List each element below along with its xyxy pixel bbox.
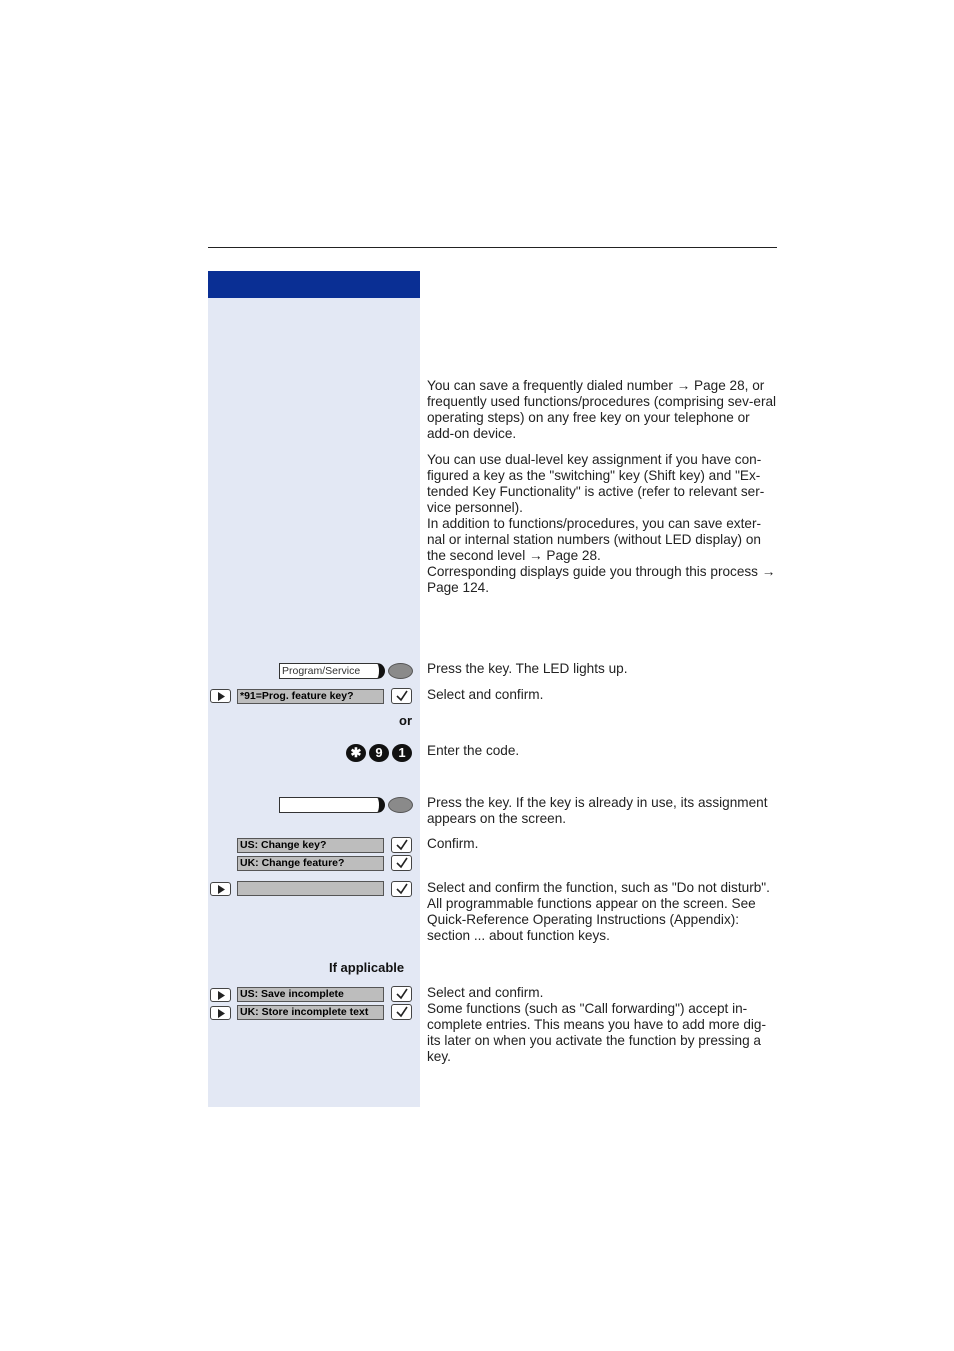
confirm-check-icon[interactable] [391, 837, 412, 853]
scroll-arrow-icon[interactable] [210, 988, 231, 1002]
function-display [237, 881, 384, 896]
scroll-arrow-icon[interactable] [210, 1006, 231, 1020]
confirm-text: Confirm. [427, 836, 479, 851]
us-change-key-display: US: Change key? [237, 838, 384, 853]
confirm-check-icon[interactable] [391, 986, 412, 1002]
prog-feature-display: *91=Prog. feature key? [237, 689, 384, 704]
us-save-incomplete-display: US: Save incomplete [237, 987, 384, 1002]
header-rule [208, 247, 777, 248]
save-text: Some functions (such as "Call forwarding") accept in-complete entries. This means you have to add more dig-its later on when you activate the function by pressing a key. [427, 1001, 767, 1064]
star-key-icon: ✱ [346, 744, 366, 762]
section-header-bar [208, 271, 420, 298]
enter-code-text: Enter the code. [427, 743, 520, 758]
intro-paragraph-3: In addition to functions/procedures, you can save exter-nal or internal station numbers (without LED display) on the second level → Page 28. [427, 516, 761, 563]
intro-block [427, 378, 779, 596]
scroll-arrow-icon[interactable] [210, 882, 231, 896]
select-confirm-text: Select and confirm. [427, 687, 544, 702]
save-instruction [427, 985, 779, 1065]
program-service-key[interactable]: Program/Service [279, 663, 385, 679]
free-function-key[interactable] [279, 797, 385, 813]
nine-key-icon: 9 [369, 744, 389, 762]
led-icon [388, 663, 413, 679]
intro-paragraph-4: Corresponding displays guide you through this process → Page 124. [427, 564, 776, 595]
confirm-check-icon[interactable] [391, 855, 412, 871]
intro-paragraph-2: You can use dual-level key assignment if you have con-figured a key as the "switching" key (Shift key) and "Ex-tended Key Functionality" is active (refer to relevant ser-vice personnel). [427, 452, 765, 515]
function-instruction [427, 880, 779, 944]
led-icon [388, 797, 413, 813]
confirm-check-icon[interactable] [391, 881, 412, 897]
one-key-icon: 1 [392, 744, 412, 762]
confirm-check-icon[interactable] [391, 688, 412, 704]
program-key-instruction: Press the key. The LED lights up. [427, 661, 628, 676]
press-key-text: Press the key. If the key is already in use, its assignment appears on the screen. [427, 795, 768, 826]
or-label: or [399, 713, 412, 728]
scroll-arrow-icon[interactable] [210, 689, 231, 703]
uk-change-feature-display: UK: Change feature? [237, 856, 384, 871]
save-select-confirm: Select and confirm. [427, 985, 544, 1000]
function-text-2: All programmable functions appear on the screen. See Quick-Reference Operating Instructions (Appendix): section ... about function keys. [427, 896, 756, 943]
function-text-1: Select and confirm the function, such as "Do not disturb". [427, 880, 770, 895]
intro-paragraph-1: You can save a frequently dialed number → Page 28, or frequently used functions/procedures (comprising sev-eral operating steps) on any free key on your telephone or add-on device. [427, 378, 777, 441]
if-applicable-label: If applicable [329, 960, 405, 975]
uk-store-incomplete-display: UK: Store incomplete text [237, 1005, 384, 1020]
confirm-check-icon[interactable] [391, 1004, 412, 1020]
